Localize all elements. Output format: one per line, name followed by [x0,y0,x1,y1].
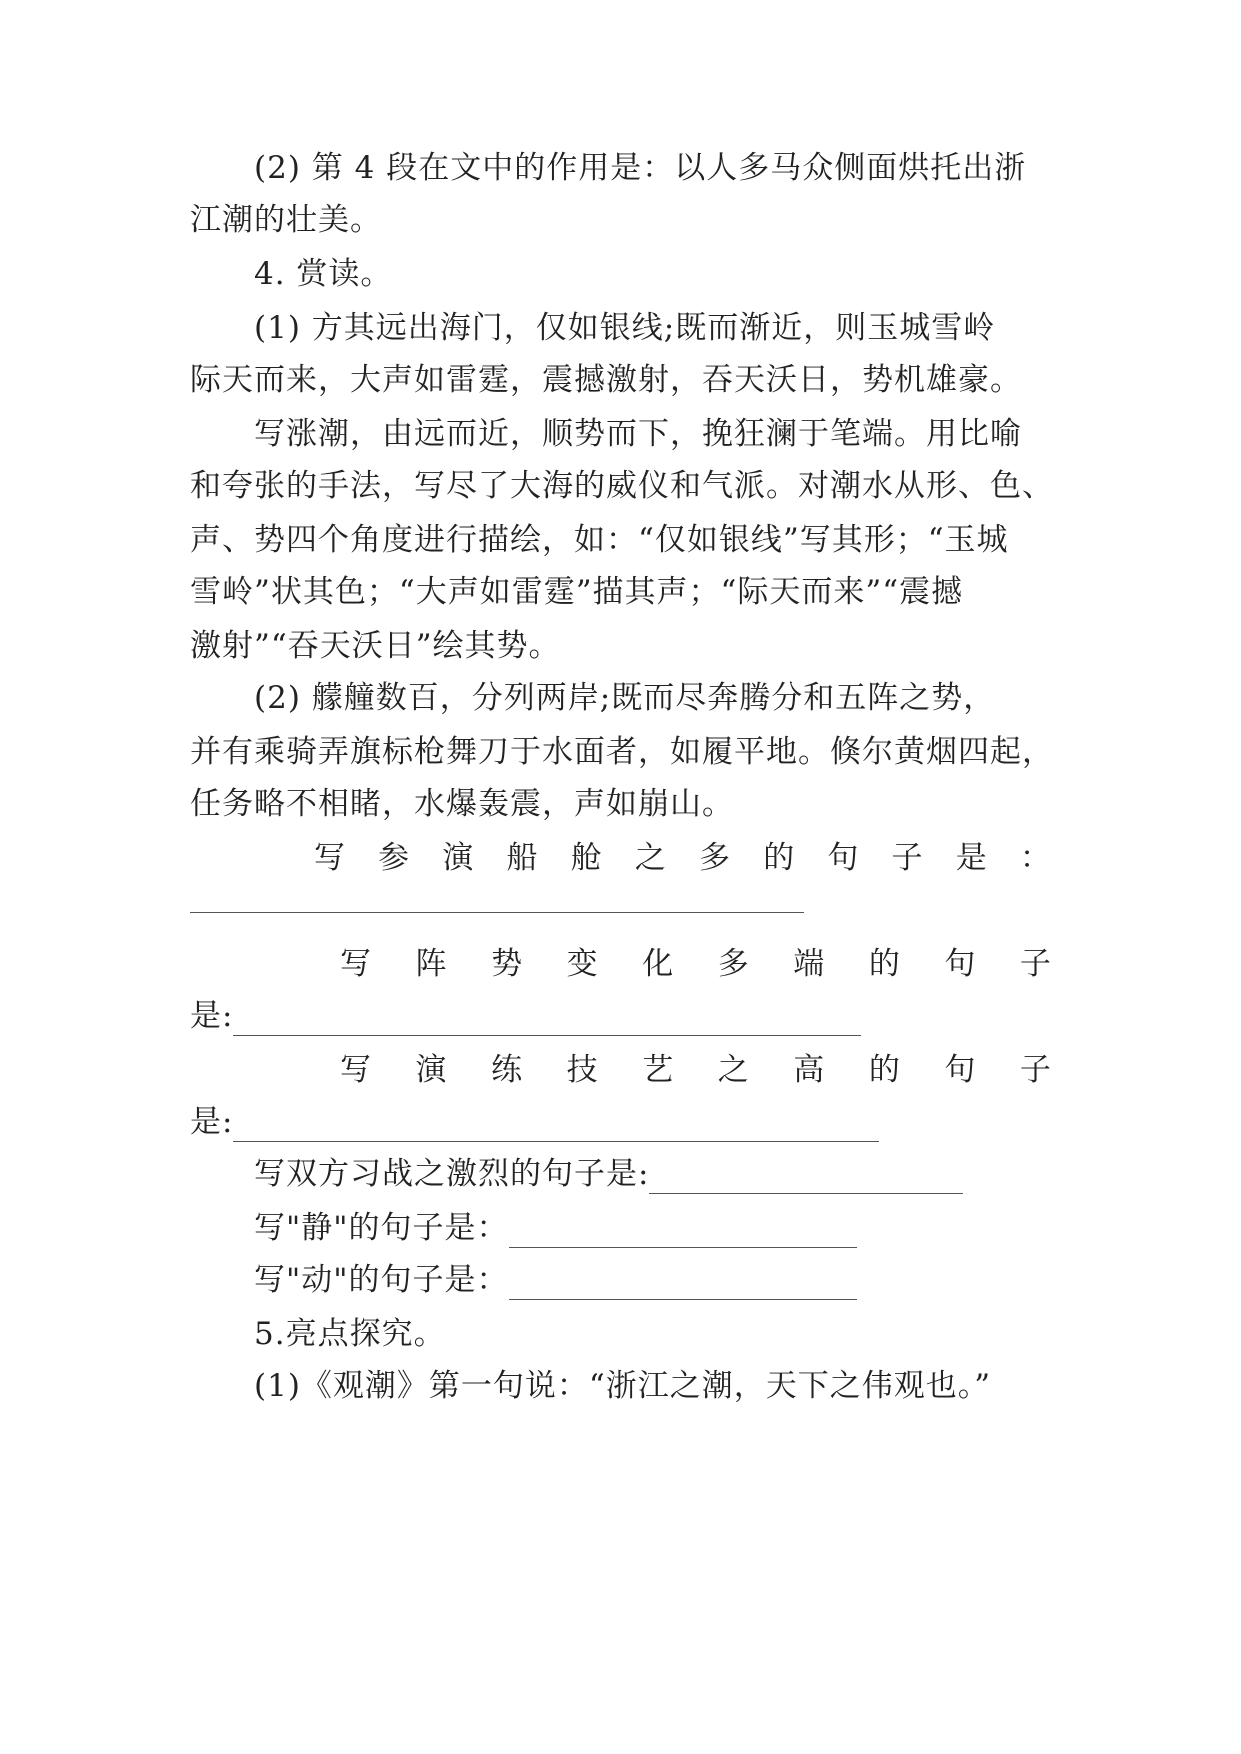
q1-char: 子 [891,840,924,876]
question-fierce-battle [190,1154,1052,1194]
q2-char: 势 [491,946,524,982]
section-4-heading: 4. 赏读。 [254,256,393,292]
section-5-item-1: (1)《观潮》第一句说：“浙江之潮，天下之伟观也。” [254,1368,992,1404]
q1-char: 演 [442,840,475,876]
q1-char: 参 [378,840,411,876]
q1-char: 写 [314,840,346,876]
section-5-heading: 5.亮点探究。 [254,1316,446,1352]
answer-blank-motion[interactable] [509,1269,857,1300]
q1-char: 舱 [570,840,603,876]
question-quiet [190,1208,1052,1248]
question-ships-many [190,838,1052,878]
answer-blank-ships[interactable] [190,912,804,913]
q2-char: 化 [642,946,675,982]
question-skill-high [190,1050,1052,1090]
q3-char: 演 [415,1052,448,1088]
answer-blank-skill[interactable] [233,1111,879,1142]
analysis-line-2: 和夸张的手法，写尽了大海的威仪和气派。对潮水从形、色、 [190,468,1054,504]
q2-char: 句 [944,946,977,982]
quote-1-line-1: (1) 方其远出海门，仅如银线;既而渐近，则玉城雪岭 [254,310,996,346]
q1-char: ： [1019,840,1052,876]
answer-blank-formation[interactable] [233,1005,861,1036]
quote-2-line-1: (2) 艨艟数百，分列两岸;既而尽奔腾分和五阵之势， [254,680,996,716]
q3-tail-label: 是: [190,1104,234,1140]
q1-char: 是 [955,840,988,876]
q2-char: 变 [566,946,599,982]
question-formation-changes-tail [190,996,1052,1036]
q1-char: 句 [827,840,860,876]
answer-2-line-1: (2) 第 4 段在文中的作用是：以人多马众侧面烘托出浙 [254,150,1027,186]
q1-char: 的 [763,840,796,876]
q3-char: 子 [1019,1052,1052,1088]
q6-label: 写"动"的句子是： [254,1262,509,1298]
q2-char: 多 [717,946,750,982]
q2-char: 子 [1019,946,1052,982]
q3-char: 之 [717,1052,750,1088]
quote-2-line-3: 任务略不相睹，水爆轰震，声如崩山。 [190,786,734,822]
answer-2-line-2: 江潮的壮美。 [190,202,382,238]
q3-char: 的 [868,1052,901,1088]
q2-char: 阵 [415,946,448,982]
q1-char: 船 [506,840,539,876]
q3-char: 练 [491,1052,524,1088]
question-formation-changes [190,944,1052,984]
analysis-line-1: 写涨潮，由远而近，顺势而下，挽狂澜于笔端。用比喻 [254,416,1022,452]
answer-blank-battle[interactable] [649,1163,963,1194]
q2-char: 写 [340,946,372,982]
quote-1-line-2: 际天而来，大声如雷霆，震撼激射，吞天沃日，势机雄豪。 [190,362,1022,398]
analysis-line-4: 雪岭”状其色；“大声如雷霆”描其声；“际天而来”“震撼 [190,574,964,610]
q3-char: 句 [944,1052,977,1088]
question-motion [190,1260,1052,1300]
q2-tail-label: 是: [190,998,234,1034]
analysis-line-5: 激射”“吞天沃日”绘其势。 [190,628,561,664]
q3-char: 艺 [642,1052,675,1088]
question-skill-high-tail [190,1102,1052,1142]
q5-label: 写"静"的句子是： [254,1210,509,1246]
analysis-line-3: 声、势四个角度进行描绘，如：“仅如银线”写其形；“玉城 [190,522,1009,558]
q1-char: 多 [699,840,732,876]
answer-blank-quiet[interactable] [509,1217,857,1248]
q1-char: 之 [634,840,667,876]
quote-2-line-2: 并有乘骑弄旗标枪舞刀于水面者，如履平地。倏尔黄烟四起， [190,734,1054,770]
q2-char: 的 [868,946,901,982]
q3-char: 技 [566,1052,599,1088]
q4-label: 写双方习战之激烈的句子是: [254,1156,650,1192]
q2-char: 端 [793,946,826,982]
q3-char: 写 [340,1052,372,1088]
q3-char: 高 [793,1052,826,1088]
